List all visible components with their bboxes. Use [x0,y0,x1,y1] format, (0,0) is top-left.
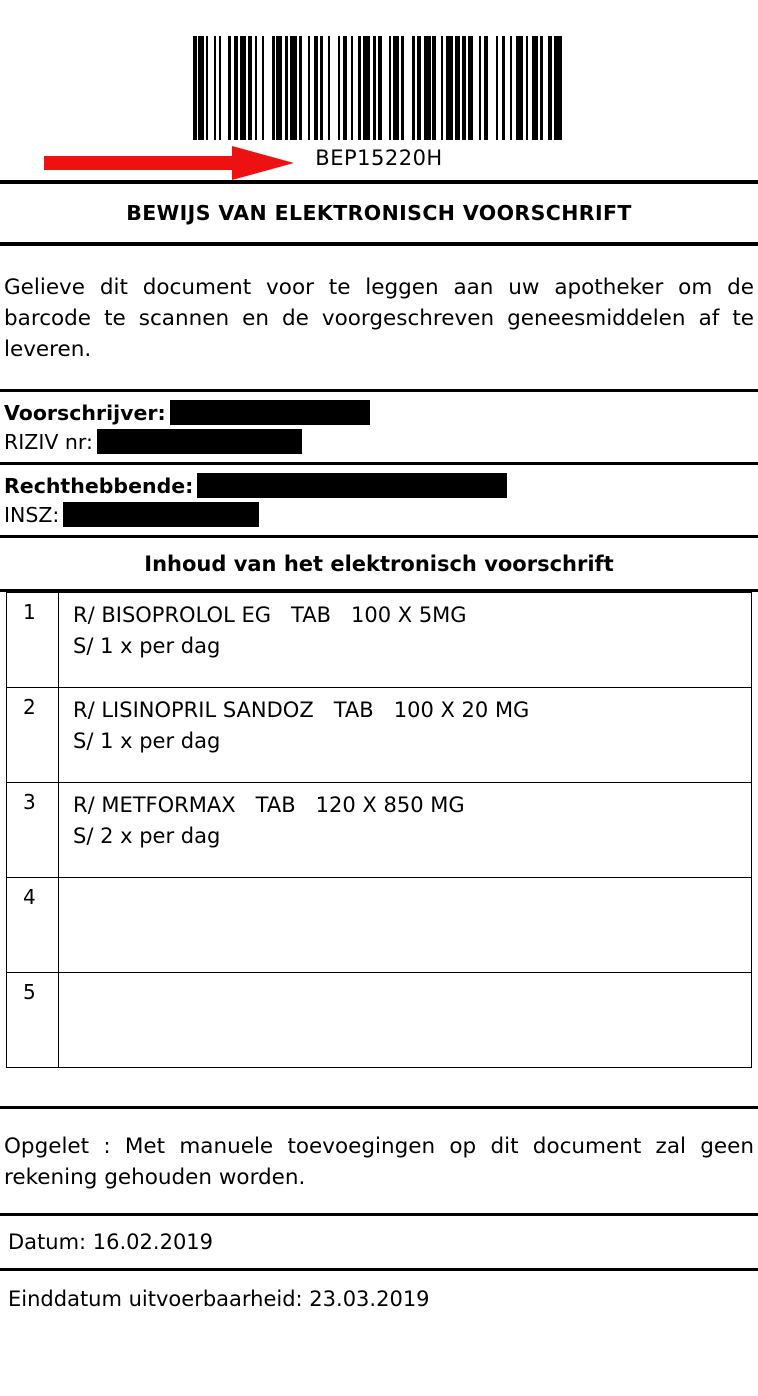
table-row [7,973,751,1068]
beneficiary-insz-redaction [63,502,259,527]
product-line: R/ BISOPROLOL EG TAB 100 X 5MG [73,603,467,627]
row-content [59,783,751,877]
prescriber-riziv-row [4,427,754,456]
prescriber-name-row [4,398,754,427]
table-row [7,688,751,783]
end-date-row: Einddatum uitvoerbaarheid: 23.03.2019 [8,1286,430,1311]
table-bottom-spacer [0,1068,758,1109]
product-line: R/ METFORMAX TAB 120 X 850 MG [73,793,465,817]
row-number: 5 [7,973,59,1067]
row-number: 2 [7,688,59,782]
row-number: 4 [7,878,59,972]
barcode-image [193,36,565,140]
prescriber-name-redaction [170,400,370,425]
prescriber-label: Voorschrijver: [4,400,166,425]
table-row [7,593,751,688]
date-row: Datum: 16.02.2019 [0,1216,758,1271]
dosage-line: S/ 1 x per dag [73,634,221,658]
row-content [59,878,751,972]
prescriber-riziv-label: RIZIV nr: [4,429,93,454]
row-content [59,688,751,782]
barcode-section [0,0,758,184]
row-content [59,593,751,687]
dosage-line: S/ 1 x per dag [73,729,221,753]
notice-paragraph: Opgelet : Met manuele toevoegingen op dit document zal geen rekening gehouden worden. [0,1109,758,1216]
product-line: R/ LISINOPRIL SANDOZ TAB 100 X 20 MG [73,698,530,722]
barcode-container [0,36,758,170]
beneficiary-insz-row [4,500,754,529]
document-title: BEWIJS VAN ELEKTRONISCH VOORSCHRIFT [0,184,758,246]
row-number: 1 [7,593,59,687]
prescriber-block [0,392,758,465]
content-heading: Inhoud van het elektronisch voorschrift [0,538,758,592]
row-content [59,973,751,1067]
beneficiary-insz-label: INSZ: [4,502,60,527]
prescriber-riziv-redaction [97,429,302,454]
beneficiary-name-redaction [197,473,507,498]
barcode-code-text: BEP15220H [315,146,443,170]
intro-paragraph: Gelieve dit document voor te leggen aan uw apotheker om de barcode te scannen en de voorgeschreven geneesmiddelen af te leveren. [0,246,758,392]
dosage-line: S/ 2 x per dag [73,824,221,848]
table-row [7,783,751,878]
beneficiary-block [0,465,758,538]
beneficiary-label: Rechthebbende: [4,473,194,498]
beneficiary-name-row [4,471,754,500]
table-row [7,878,751,973]
prescription-table [6,592,752,1068]
row-number: 3 [7,783,59,877]
